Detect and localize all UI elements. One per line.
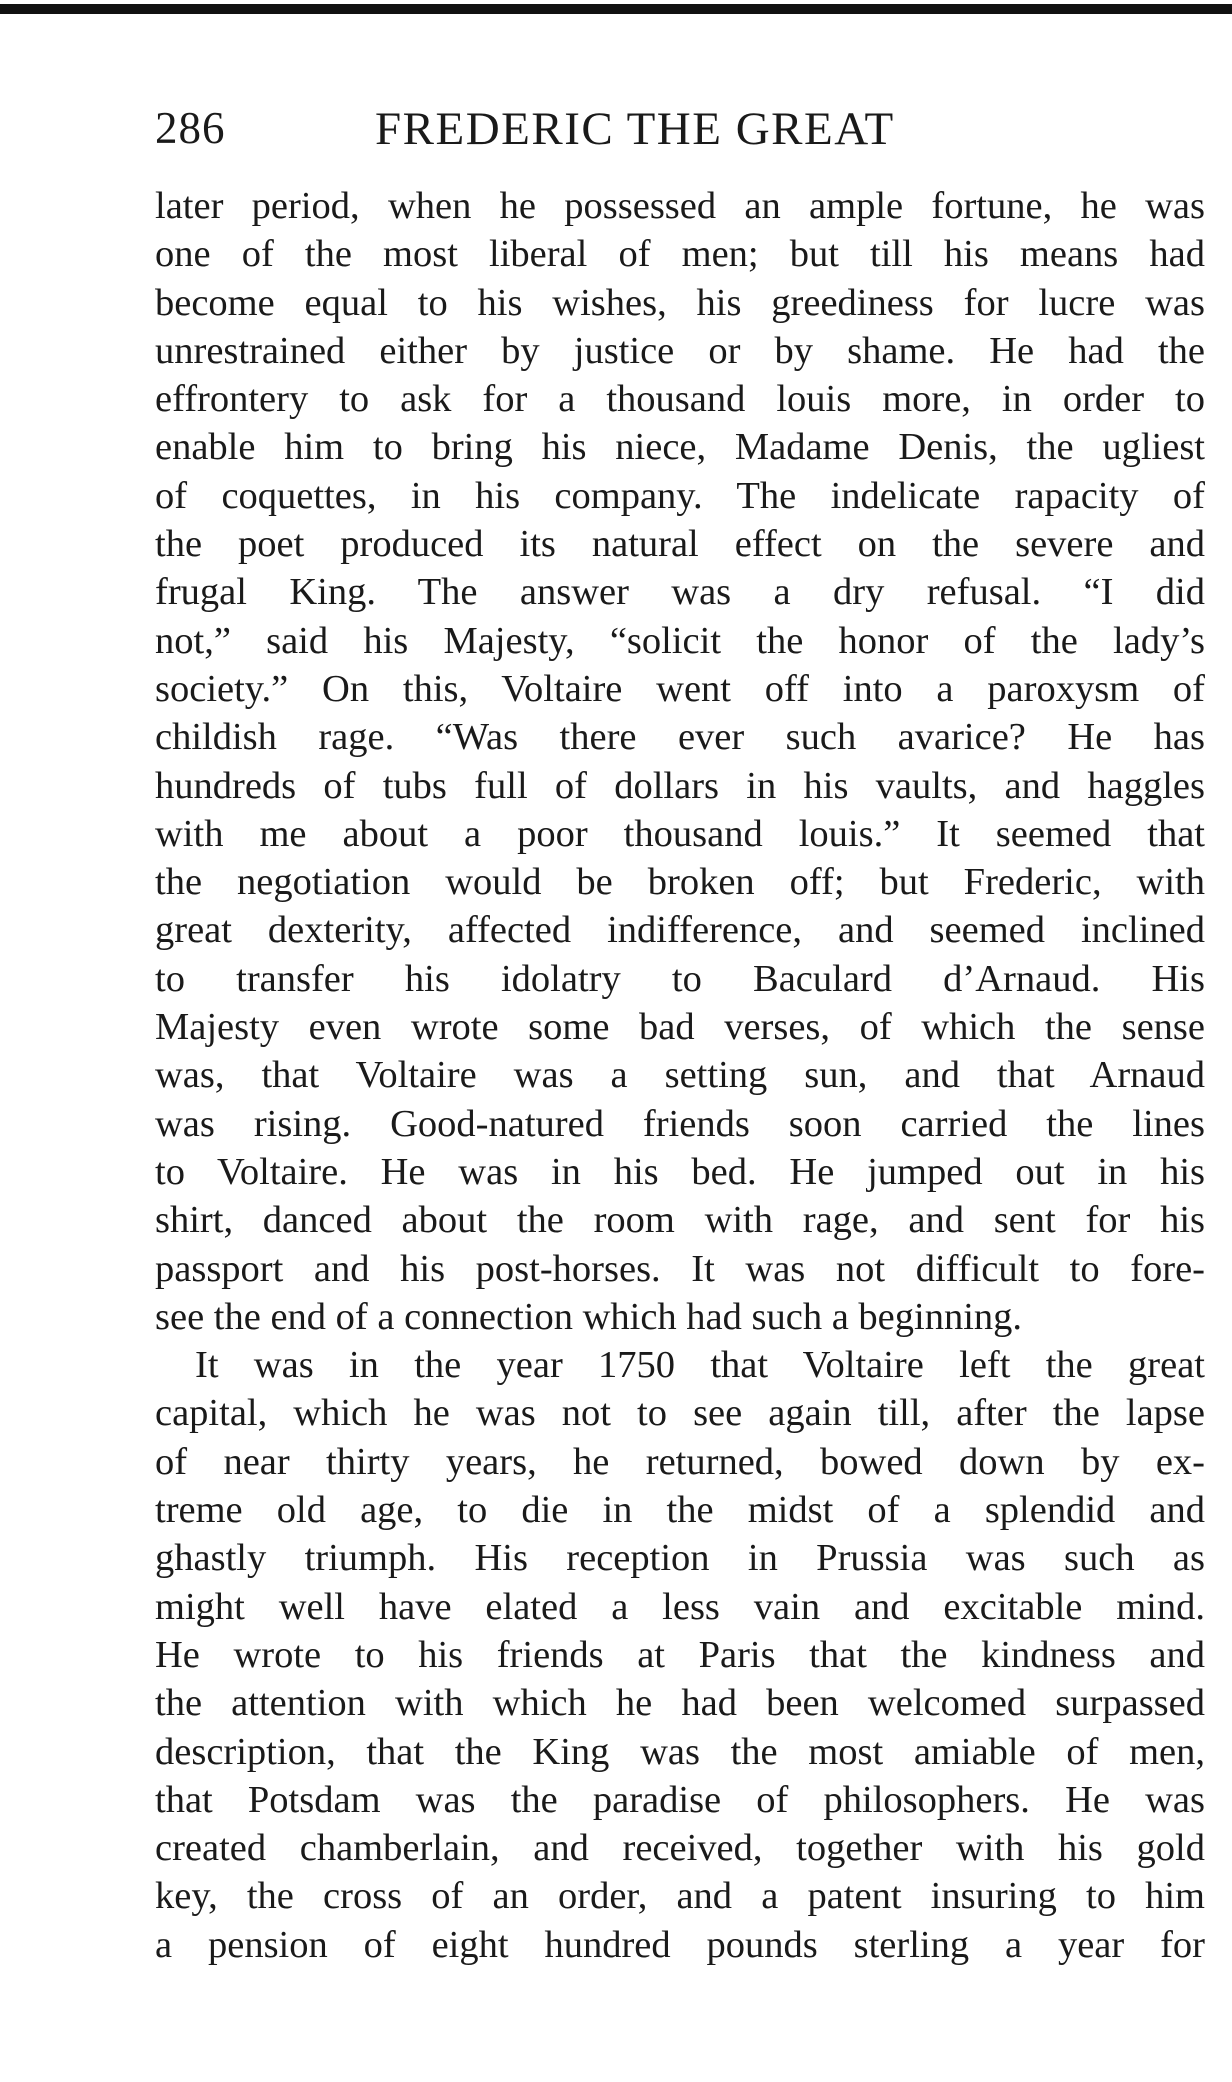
text-line: of near thirty years, he returned, bowed down by ex- — [155, 1440, 1205, 1483]
text-line: not,” said his Majesty, “solicit the honor of the lady’s — [155, 619, 1205, 662]
text-line: hundreds of tubs full of dollars in his vaults, and haggles — [155, 764, 1205, 807]
text-line: with me about a poor thousand louis.” It seemed that — [155, 812, 1205, 855]
text-line: become equal to his wishes, his greediness for lucre was — [155, 281, 1205, 324]
text-line: see the end of a connection which had such a beginning. — [155, 1295, 1023, 1338]
text-line: one of the most liberal of men; but till his means had — [155, 233, 1205, 276]
text-line: description, that the King was the most amiable of men, — [155, 1730, 1205, 1773]
text-line: the attention with which he had been welcomed surpassed — [155, 1682, 1205, 1725]
text-line: a pension of eight hundred pounds sterling a year for — [155, 1923, 1205, 1966]
paragraph-1 — [155, 182, 1205, 1341]
page-header — [155, 96, 1205, 166]
text-line: childish rage. “Was there ever such avarice? He has — [155, 716, 1205, 759]
text-line: might well have elated a less vain and excitable mind. — [155, 1585, 1205, 1628]
text-line: effrontery to ask for a thousand louis more, in order to — [155, 378, 1205, 421]
text-line: He wrote to his friends at Paris that the kindness and — [155, 1633, 1205, 1676]
text-line: the poet produced its natural effect on the severe and — [155, 523, 1205, 566]
text-line: society.” On this, Voltaire went off into a paroxysm of — [155, 667, 1205, 710]
text-line: frugal King. The answer was a dry refusal. “I did — [155, 571, 1205, 614]
text-line: Majesty even wrote some bad verses, of which the sense — [155, 1006, 1205, 1049]
text-line: created chamberlain, and received, together with his gold — [155, 1827, 1205, 1870]
paragraph-2 — [155, 1341, 1205, 1969]
text-line: to transfer his idolatry to Baculard d’Arnaud. His — [155, 957, 1205, 1000]
text-line: later period, when he possessed an ample fortune, he was — [155, 185, 1205, 227]
text-line: enable him to bring his niece, Madame Denis, the ugliest — [155, 426, 1205, 469]
text-line: that Potsdam was the paradise of philosophers. He was — [155, 1778, 1205, 1821]
text-line: great dexterity, affected indifference, and seemed inclined — [155, 909, 1205, 952]
text-line: was rising. Good-natured friends soon carried the lines — [155, 1102, 1205, 1145]
running-title: FREDERIC THE GREAT — [375, 103, 895, 155]
text-line: ghastly triumph. His reception in Prussia was such as — [155, 1537, 1205, 1580]
text-line: unrestrained either by justice or by shame. He had the — [155, 329, 1205, 372]
text-line: passport and his post-horses. It was not difficult to fore- — [155, 1247, 1205, 1290]
text-line: the negotiation would be broken off; but Frederic, with — [155, 861, 1205, 904]
book-page — [155, 96, 1205, 1969]
text-line: of coquettes, in his company. The indelicate rapacity of — [155, 474, 1205, 517]
top-border-rule — [0, 4, 1232, 14]
text-line: was, that Voltaire was a setting sun, and that Arnaud — [155, 1054, 1205, 1097]
text-line: treme old age, to die in the midst of a splendid and — [155, 1489, 1205, 1532]
text-line: key, the cross of an order, and a patent insuring to him — [155, 1875, 1205, 1918]
text-line: capital, which he was not to see again till, after the lapse — [155, 1392, 1205, 1435]
page-body — [155, 182, 1205, 1969]
page-number: 286 — [155, 103, 226, 153]
text-line: shirt, danced about the room with rage, and sent for his — [155, 1199, 1205, 1242]
text-line: to Voltaire. He was in his bed. He jumped out in his — [155, 1150, 1205, 1193]
text-line: It was in the year 1750 that Voltaire left the great — [195, 1344, 1205, 1387]
